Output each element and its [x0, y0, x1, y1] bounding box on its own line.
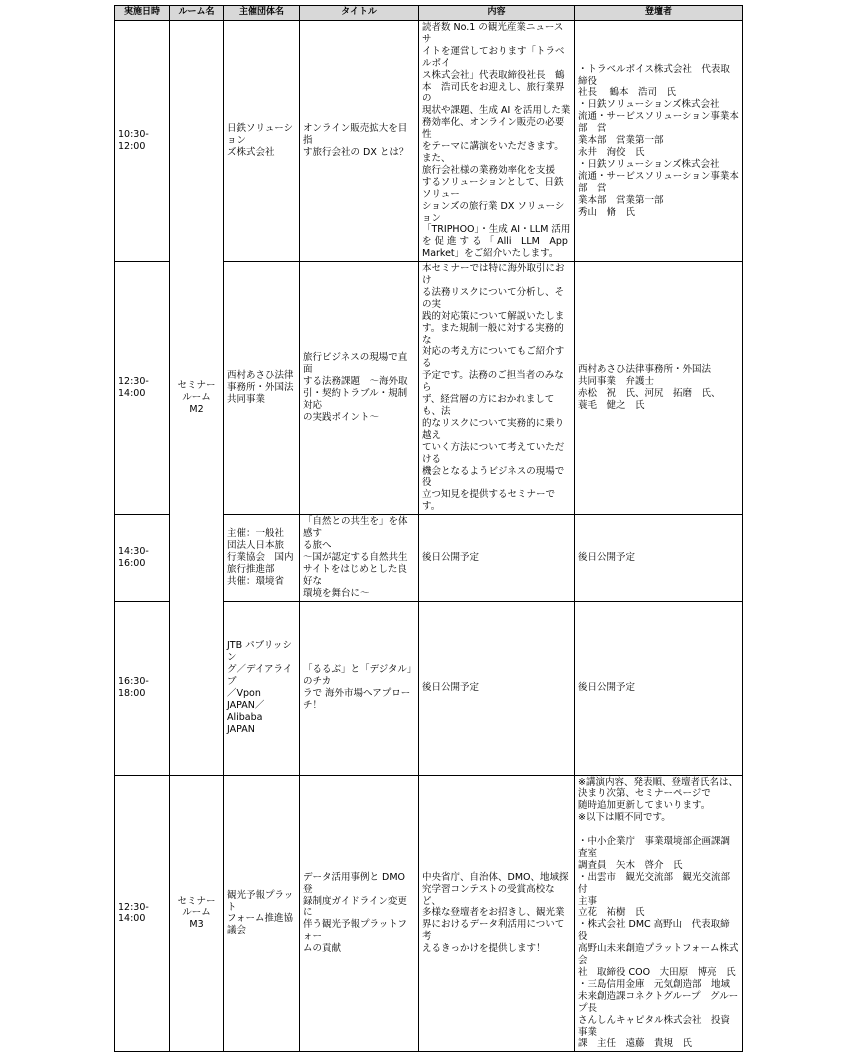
content-cell: 後日公開予定	[419, 515, 575, 601]
speakers-cell: 後日公開予定	[575, 601, 743, 775]
organizer-cell: 日鉄ソリューション ズ株式会社	[224, 21, 300, 262]
organizer-cell: 観光予報プラット フォーム推進協 議会	[224, 775, 300, 1052]
content-cell: 本セミナーでは特に海外取引におけ る法務リスクについて分析し、その実 践的対応策について解説いたしま す。また規制一般に対する実務的な 対応の考え方についてもご紹介する 予定です。法務のご担当者のみなら ず、経営層の方におかれましても、法 的なリスクについて実務的に乗り越え ていく方法について考えていただける 機会となるようビジネスの現場で役 立つ知見を提供するセミナーです。	[419, 262, 575, 515]
table-row	[115, 21, 743, 262]
title-cell: 「るるぶ」と「デジタル」のチカ ラで 海外市場へアプローチ！	[300, 601, 419, 775]
header-room: ルーム名	[170, 6, 224, 21]
time-cell: 12:30- 14:00	[115, 262, 170, 515]
header-organizer: 主催団体名	[224, 6, 300, 21]
time-cell: 14:30- 16:00	[115, 515, 170, 601]
header-content: 内容	[419, 6, 575, 21]
speakers-cell: 西村あさひ法律事務所・外国法 共同事業 弁護士 赤松 祝 氏、河尻 拓磨 氏、 蓑毛 健之 氏	[575, 262, 743, 515]
content-cell: 読者数 No.1 の観光産業ニュースサ イトを運営しております「トラベルボイ ス株式会社」代表取締役社長 鶴 本 浩司氏をお迎えし、旅行業界の 現状や課題、生成 AI を活用した業 務効率化、オンライン販売の必要性 をテーマに講演をいただきます。また、 旅行会社様の業務効率化を支援 するソリューションとして、日鉄ソリュー ションズの旅行業 DX ソリューション 「TRIPHOO」・生成 AI・LLM 活用 を 促 進 す る 「 Alli LLM App Market」をご紹介いたします。	[419, 21, 575, 262]
speakers-cell: ※講演内容、発表順、登壇者氏名は、 決まり次第、セミナーページで 随時追加更新してまいります。 ※以下は順不同です。 ・中小企業庁 事業環境部企画課調 査室 調査員 矢木 啓介 氏 ・出雲市 観光交流部 観光交流部付 主事 立花 祐樹 氏 ・株式会社 DMC 高野山 代表取締役 高野山未来創造プラットフォーム株式会 社 取締役 COO 大田原 博亮 氏 ・三島信用金庫 元気創造部 地域 未来創造課コネクトグループ グループ長 さんしんキャピタル株式会社 投資事業 課 主任 遠藤 貴規 氏	[575, 775, 743, 1052]
room-cell-m3: セミナー ルーム M3	[170, 775, 224, 1052]
speakers-cell: 後日公開予定	[575, 515, 743, 601]
speakers-cell: ・トラベルボイス株式会社 代表取締役 社長 鶴本 浩司 氏 ・日鉄ソリューションズ株式会社 流通・サービスソリューション事業本部 営 業本部 営業第一部 永井 洵佼 氏 ・日鉄ソリューションズ株式会社 流通・サービスソリューション事業本部 営 業本部 営業第一部 秀山 脩 氏	[575, 21, 743, 262]
title-cell: データ活用事例と DMO 登 録制度ガイドライン変更に 伴う観光予報プラットフォー ムの貢献	[300, 775, 419, 1052]
title-cell: 旅行ビジネスの現場で直面 する法務課題 ～海外取 引・契約トラブル・規制対応 の実践ポイント～	[300, 262, 419, 515]
time-cell: 12:30- 14:00	[115, 775, 170, 1052]
header-speakers: 登壇者	[575, 6, 743, 21]
title-cell: オンライン販売拡大を目指 す旅行会社の DX とは？	[300, 21, 419, 262]
organizer-cell: 主催：一般社 団法人日本旅 行業協会 国内 旅行推進部 共催：環境省	[224, 515, 300, 601]
time-cell: 16:30- 18:00	[115, 601, 170, 775]
organizer-cell: 西村あさひ法律 事務所・外国法 共同事業	[224, 262, 300, 515]
content-cell: 後日公開予定	[419, 601, 575, 775]
organizer-cell: JTB パブリッシン グ／デイアライブ ／Vpon JAPAN／ Alibaba JAPAN	[224, 601, 300, 775]
header-title: タイトル	[300, 6, 419, 21]
title-cell: 「自然との共生を」を体感す る旅へ ～国が認定する自然共生 サイトをはじめとした良好な 環境を舞台に～	[300, 515, 419, 601]
table-row	[115, 775, 743, 1052]
schedule-table	[114, 5, 743, 1052]
room-cell-m2: セミナー ルーム M2	[170, 21, 224, 776]
time-cell: 10:30- 12:00	[115, 21, 170, 262]
header-datetime: 実施日時	[115, 6, 170, 21]
content-cell: 中央省庁、自治体、DMO、地域探 究学習コンテストの受賞高校など、 多様な登壇者をお招きし、観光業 界におけるデータ利活用について考 えるきっかけを提供します！	[419, 775, 575, 1052]
header-row	[115, 6, 743, 21]
